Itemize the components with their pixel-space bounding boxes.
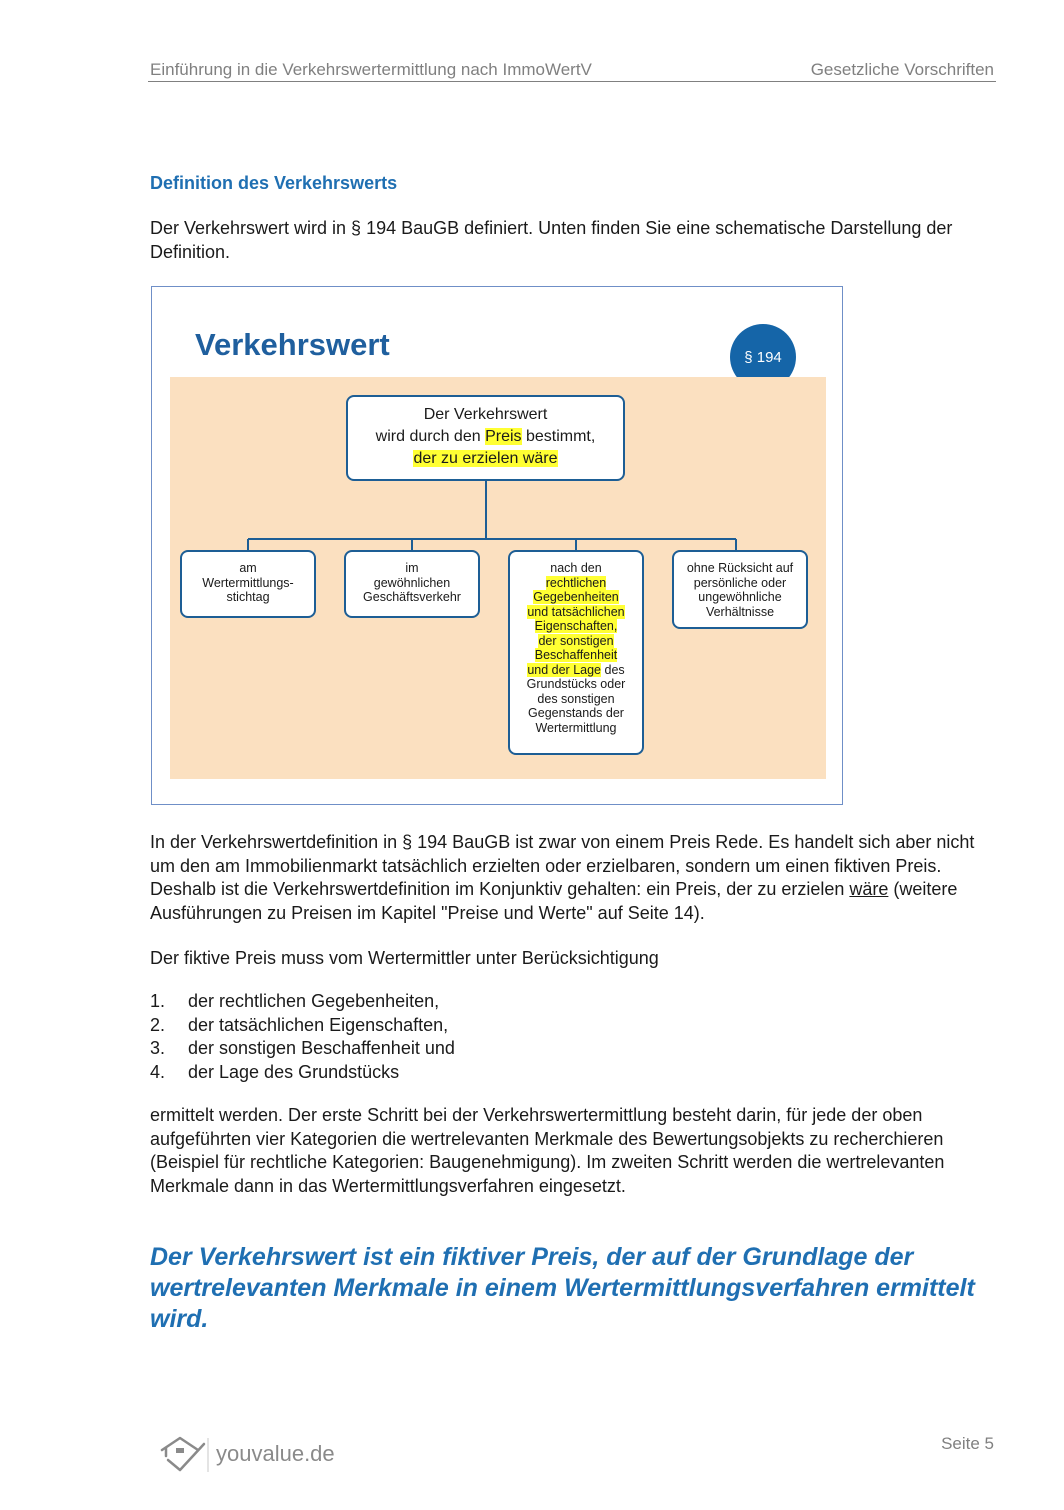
criterion-text: persönliche oder	[693, 575, 787, 590]
footer-logo	[158, 1434, 335, 1474]
criterion-text: Grundstücks oder	[526, 677, 626, 691]
list-text: der tatsächlichen Eigenschaften,	[188, 1014, 449, 1035]
criterion-text: gewöhnlichen	[373, 575, 451, 590]
explanation-text-end: (weitere Ausführungen zu Preisen im Kapitel "Preise und Werte" auf Seite 14).	[150, 879, 958, 923]
list-number: 3.	[150, 1038, 166, 1058]
criterion-text: Wertermittlung	[535, 720, 617, 735]
list-text: der Lage des Grundstücks	[188, 1061, 400, 1082]
criterion-stichtag-box	[180, 550, 316, 618]
diagram-panel	[170, 377, 826, 779]
paragraph-badge: § 194	[730, 324, 796, 390]
main-line-1: Der Verkehrswert	[423, 406, 548, 423]
criterion-text: nach den	[550, 561, 602, 575]
list-text: der rechtlichen Gegebenheiten,	[188, 991, 440, 1011]
main-line-2	[348, 426, 623, 448]
explanation-text: In der Verkehrswertdefinition in § 194 BauGB ist zwar von einem Preis Rede. Es handelt sich aber nicht um den am Immobilienmarkt tatsächlich erzielten oder erzielbaren, sondern um einen fiktiven Preis. Deshalb ist die Verkehrswertdefinition im Konjunktiv gehalten: ein Preis, der zu erzielen	[150, 832, 975, 899]
header-rule	[148, 81, 996, 82]
criterion-highlight: der sonstigen	[538, 633, 614, 648]
main-line-3	[348, 448, 623, 470]
criterion-merkmale-box	[508, 550, 644, 755]
criterion-text: Verhältnisse	[705, 604, 775, 619]
header-title: Einführung in die Verkehrswertermittlung nach ImmoWertV	[150, 60, 592, 79]
criterion-highlight: Eigenschaften,	[534, 619, 618, 633]
list-number: 2.	[150, 1014, 166, 1035]
criterion-text: am	[239, 561, 257, 575]
house-check-icon	[158, 1434, 210, 1474]
list-number: 1.	[150, 991, 166, 1011]
page-number: Seite 5	[941, 1434, 994, 1453]
explanation-paragraph	[150, 831, 996, 925]
list-item	[150, 1014, 455, 1038]
list-number: 4.	[150, 1061, 166, 1082]
criteria-list	[150, 990, 455, 1084]
key-statement: Der Verkehrswert ist ein fiktiver Preis, der auf der Grundlage der wertrelevanten Merkmale in einem Wertermittlungsverfahren ermittelt wird.	[150, 1243, 975, 1333]
list-item	[150, 1061, 455, 1085]
criterion-text: des	[601, 662, 625, 677]
highlight-zu-erzielen: der zu erzielen wäre	[413, 450, 558, 467]
list-item	[150, 1037, 455, 1061]
criterion-highlight: Gegebenheiten	[533, 590, 619, 604]
main-line-2-post: bestimmt,	[521, 428, 596, 445]
highlight-preis: Preis	[485, 428, 522, 445]
underlined-waere: wäre	[849, 879, 889, 899]
diagram-title: Verkehrswert	[195, 327, 390, 362]
criterion-text: ungewöhnliche	[698, 590, 782, 604]
list-item	[150, 990, 455, 1014]
criterion-verhaeltnisse-box	[672, 550, 808, 629]
criterion-text: Wertermittlungs-	[202, 575, 294, 590]
section-title: Definition des Verkehrswerts	[150, 173, 398, 193]
method-paragraph: ermittelt werden. Der erste Schritt bei der Verkehrswertermittlung besteht darin, für jede der oben aufgeführten vier Kategorien die wertrelevanten Merkmale des Bewertungsobjekts zu recherchieren (Beispiel für rechtliche Kategorien: Baugenehmigung). Im zweiten Schritt werden die wertrelevanten Merkmale dann in das Wertermittlungsverfahren eingesetzt.	[150, 1105, 945, 1196]
footer-brand: youvalue.de	[216, 1441, 335, 1466]
criterion-text: Gegenstands der	[528, 706, 624, 720]
list-text: der sonstigen Beschaffenheit und	[188, 1038, 455, 1058]
criterion-text: Geschäftsverkehr	[363, 590, 461, 604]
definition-diagram	[151, 286, 843, 805]
list-intro: Der fiktive Preis muss vom Wertermittler unter Berücksichtigung	[150, 948, 659, 968]
criterion-geschaeftsverkehr-box	[344, 550, 480, 618]
criterion-highlight: und der Lage	[527, 662, 602, 677]
main-definition-box	[346, 395, 625, 481]
main-line-2-pre: wird durch den	[375, 428, 486, 445]
criterion-highlight: Beschaffenheit	[534, 648, 618, 662]
criterion-text: des sonstigen	[537, 691, 615, 706]
criterion-text: stichtag	[226, 590, 270, 604]
header-section: Gesetzliche Vorschriften	[810, 60, 994, 79]
intro-paragraph: Der Verkehrswert wird in § 194 BauGB definiert. Unten finden Sie eine schematische Darstellung der Definition.	[150, 218, 953, 262]
criterion-text: im	[405, 561, 419, 575]
criterion-highlight: und tatsächlichen	[527, 604, 625, 619]
criterion-text: ohne Rücksicht auf	[686, 561, 794, 575]
criterion-highlight: rechtlichen	[545, 575, 607, 590]
